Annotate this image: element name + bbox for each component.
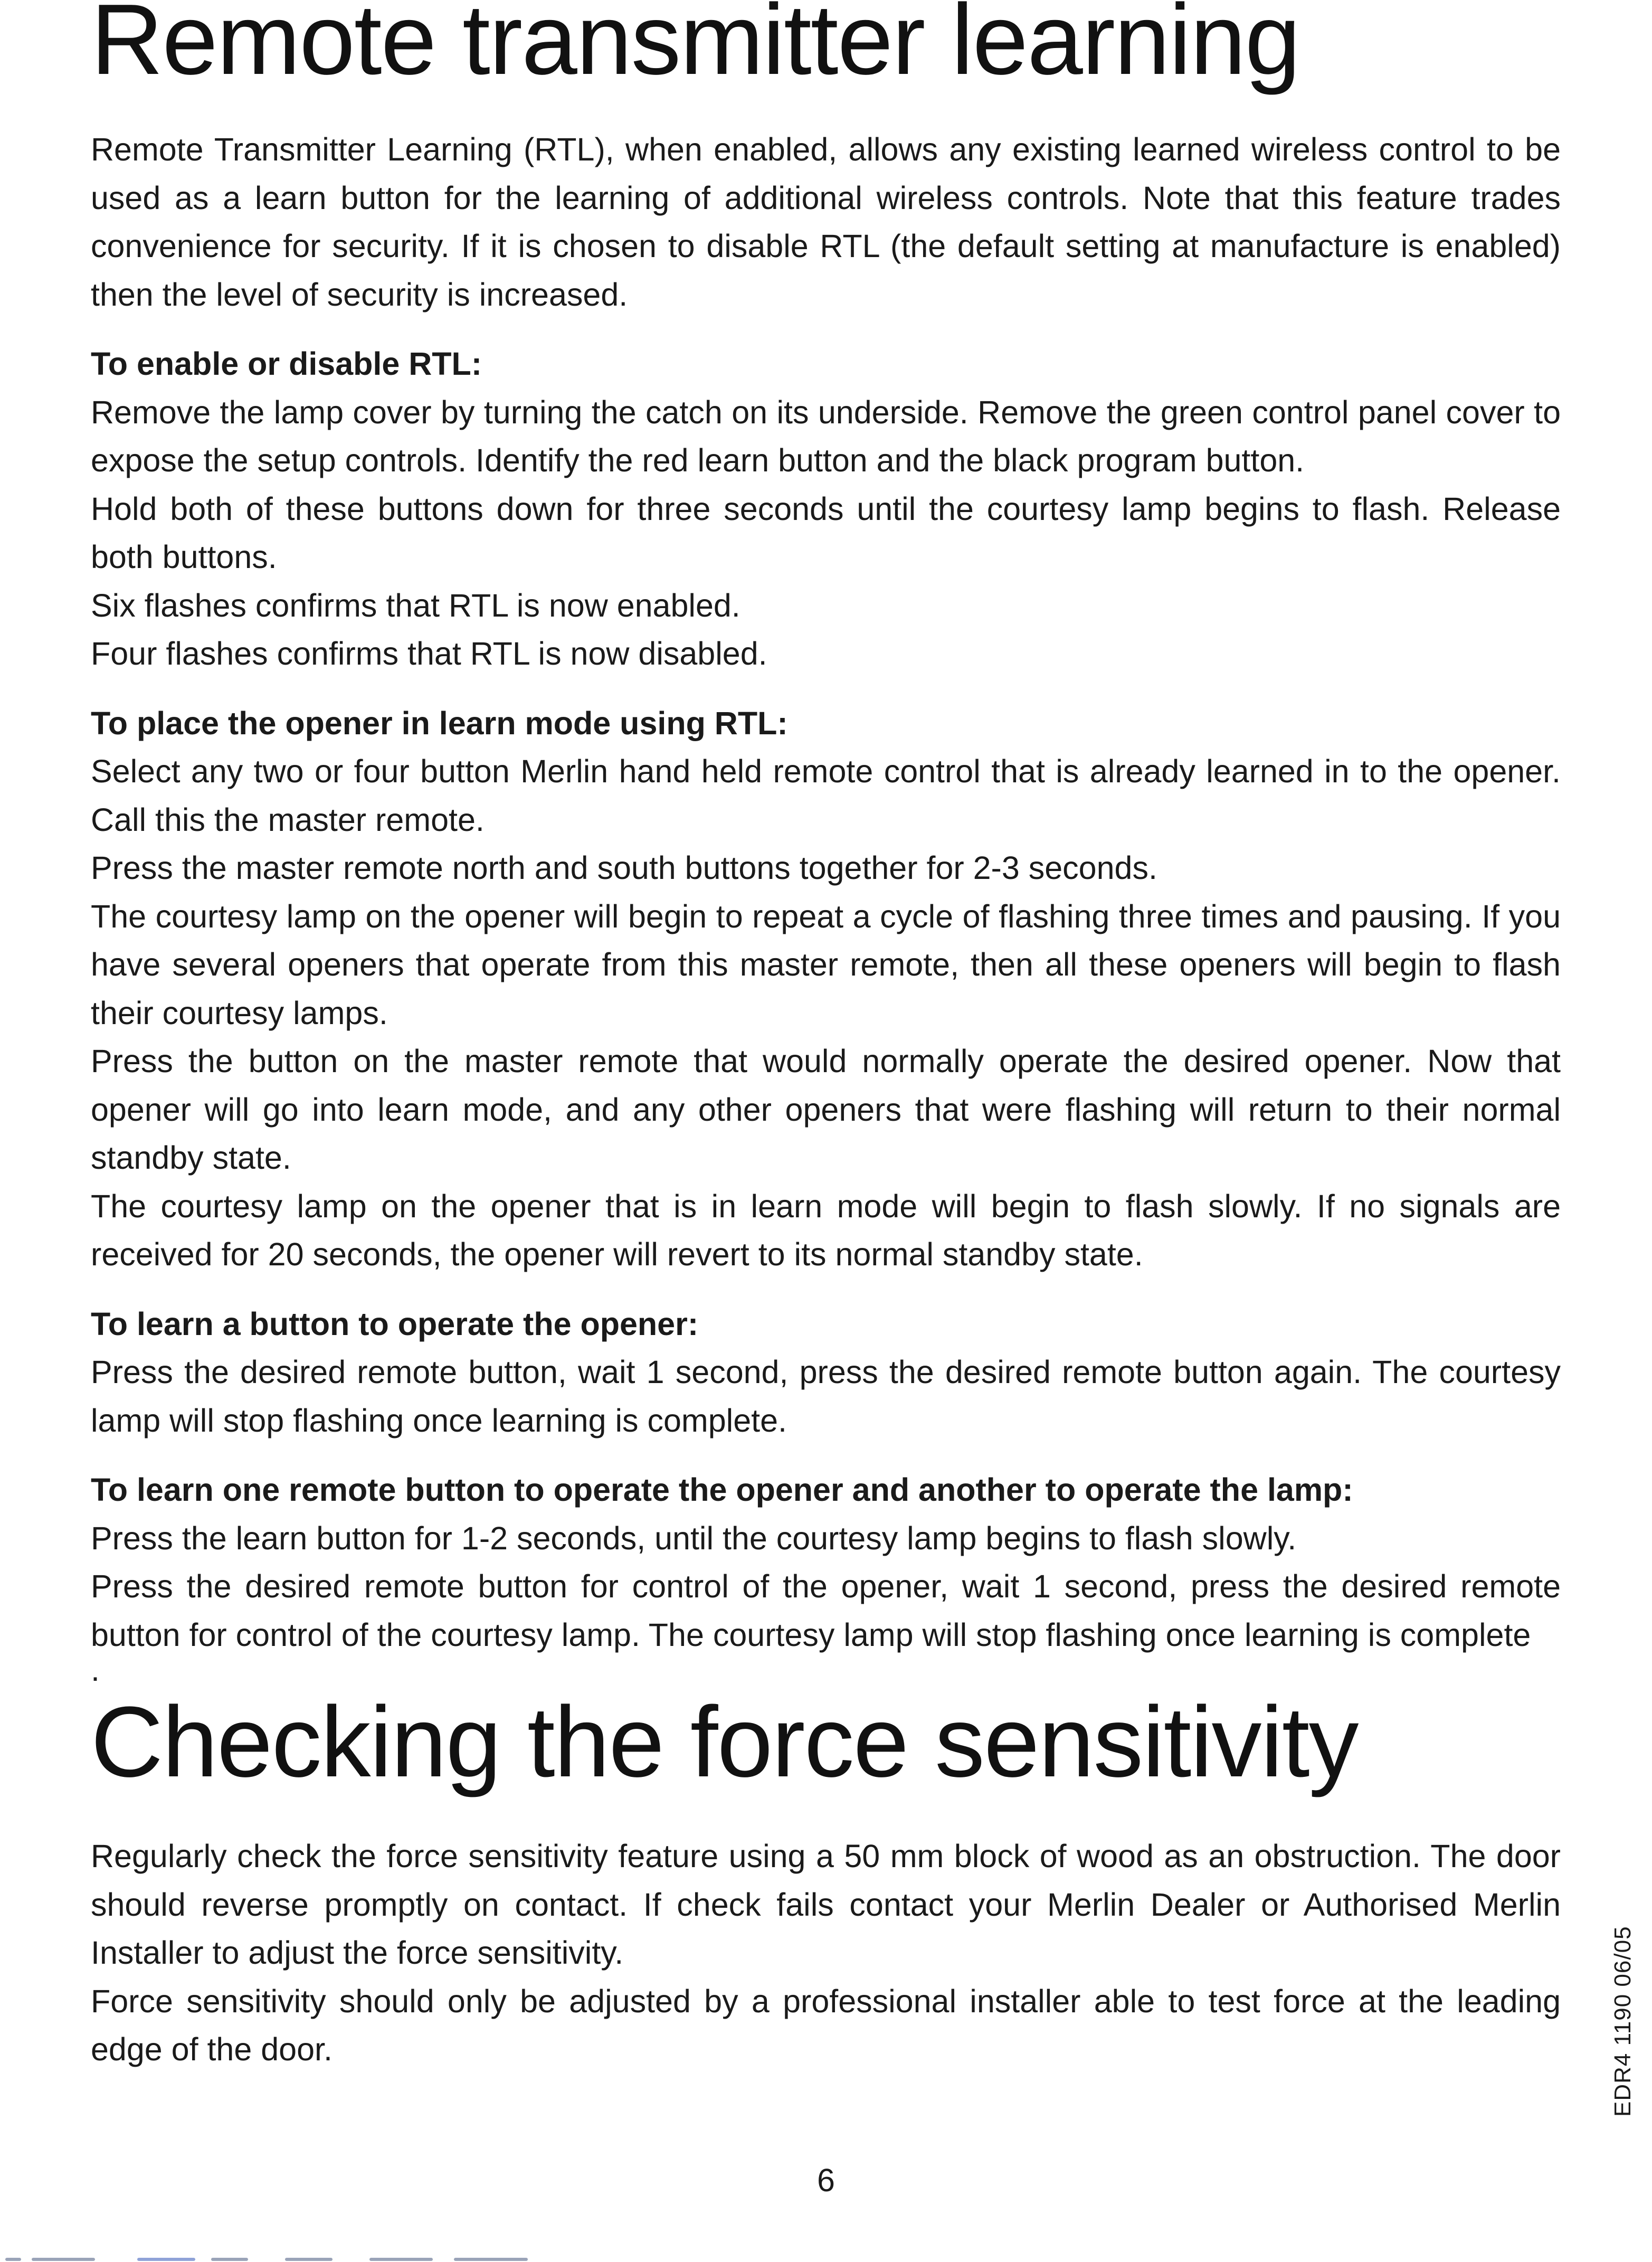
enable-rtl-section [91, 340, 1561, 678]
rtl-intro-paragraph: Remote Transmitter Learning (RTL), when enabled, allows any existing learned wireless control to be used as a learn button for the learning of additional wireless controls. Note that this feature trades convenience for security. If it is chosen to disable RTL (the default setting at manufacture is enabled) then the level of security is increased. [91, 131, 1561, 313]
document-code: EDR4 1190 06/05 [1610, 1926, 1636, 2117]
force-section [91, 1832, 1561, 2074]
learn-mode-paragraph: Press the master remote north and south buttons together for 2-3 seconds. [91, 850, 1157, 886]
scan-edge-artifact [0, 2255, 581, 2262]
rtl-intro-section [91, 126, 1561, 319]
page-title-force: Checking the force sensitivity [91, 1686, 1358, 1798]
learn-lamp-paragraph: Press the learn button for 1-2 seconds, until the courtesy lamp begins to flash slowly. [91, 1520, 1297, 1556]
page-title-rtl: Remote transmitter learning [91, 0, 1300, 96]
learn-mode-paragraph: Press the button on the master remote that would normally operate the desired opener. Now that opener will go into learn mode, and any other openers that were flashing will return to their normal standby state. [91, 1043, 1561, 1176]
learn-mode-paragraph: Select any two or four button Merlin hand held remote control that is already learned in to the opener. Call this the master remote. [91, 753, 1561, 838]
enable-rtl-heading: To enable or disable RTL: [91, 346, 482, 382]
stray-period: . [91, 1652, 100, 1688]
enable-rtl-paragraph: Six flashes confirms that RTL is now enabled. [91, 587, 740, 623]
force-paragraph: Force sensitivity should only be adjusted by a professional installer able to test force at the leading edge of the door. [91, 1983, 1561, 2067]
learn-lamp-heading: To learn one remote button to operate the opener and another to operate the lamp: [91, 1472, 1353, 1508]
force-paragraph: Regularly check the force sensitivity feature using a 50 mm block of wood as an obstruction. The door should reverse promptly on contact. If check fails contact your Merlin Dealer or Authorised Merlin Installer to adjust the force sensitivity. [91, 1838, 1561, 1971]
page-number: 6 [817, 2162, 835, 2198]
learn-lamp-paragraph: Press the desired remote button for control of the opener, wait 1 second, press the desired remote button for control of the courtesy lamp. The courtesy lamp will stop flashing once learning is complete [91, 1568, 1561, 1653]
learn-mode-heading: To place the opener in learn mode using RTL: [91, 705, 788, 741]
document-page [91, 0, 1561, 2074]
learn-mode-paragraph: The courtesy lamp on the opener that is in learn mode will begin to flash slowly. If no signals are received for 20 seconds, the opener will revert to its normal standby state. [91, 1188, 1561, 1272]
learn-lamp-section [91, 1466, 1561, 1688]
enable-rtl-paragraph: Remove the lamp cover by turning the catch on its underside. Remove the green control panel cover to expose the setup controls. Identify the red learn button and the black program button. [91, 394, 1561, 478]
enable-rtl-paragraph: Hold both of these buttons down for three seconds until the courtesy lamp begins to flash. Release both buttons. [91, 490, 1561, 575]
learn-mode-paragraph: The courtesy lamp on the opener will begin to repeat a cycle of flashing three times and pausing. If you have several openers that operate from this master remote, then all these openers will begin to flash their courtesy lamps. [91, 898, 1561, 1031]
learn-button-section [91, 1300, 1561, 1445]
learn-button-heading: To learn a button to operate the opener: [91, 1305, 699, 1342]
enable-rtl-paragraph: Four flashes confirms that RTL is now disabled. [91, 636, 767, 671]
learn-mode-section [91, 699, 1561, 1279]
learn-button-paragraph: Press the desired remote button, wait 1 second, press the desired remote button again. The courtesy lamp will stop flashing once learning is complete. [91, 1354, 1561, 1438]
